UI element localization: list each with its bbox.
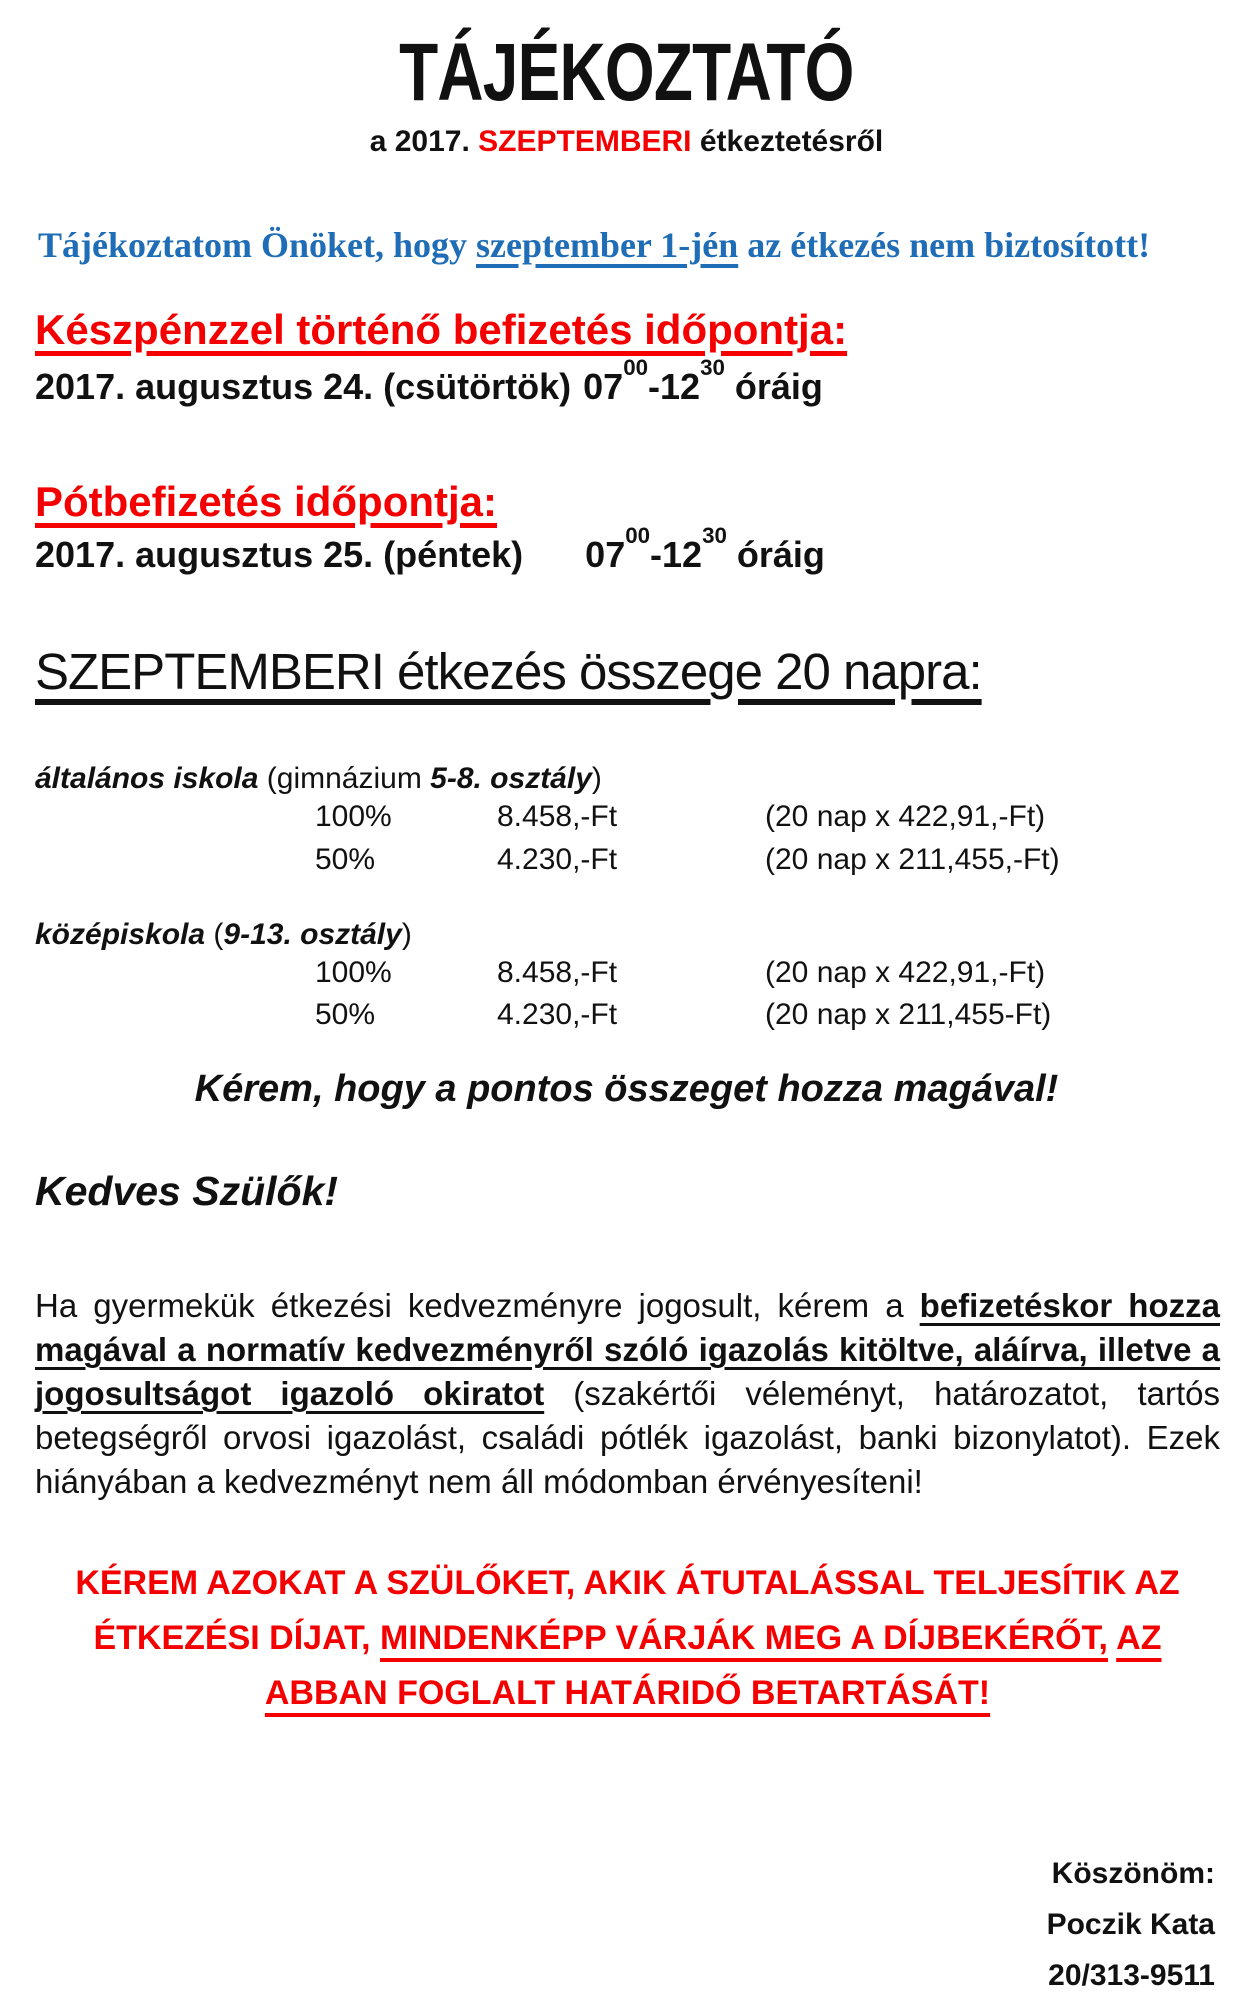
school-paren-suffix: ) — [401, 918, 412, 951]
body-bold-underlined: befizetéskor hozza magával a normatív kedvezményről szóló igazolás kitöltve, aláírva, illetve a jogosultságot igazoló okiratot — [35, 1287, 1220, 1412]
late-time-suffix: óráig — [726, 534, 825, 575]
price-amount: 4.230,-Ft — [497, 843, 618, 876]
cash-time-suffix: óráig — [724, 366, 823, 407]
signature-phone: 20/313-9511 — [1048, 1959, 1215, 1992]
price-row — [0, 843, 1253, 877]
late-payment-date: 2017. augusztus 25. (péntek) — [35, 534, 524, 575]
signature-name: Poczik Kata — [1046, 1908, 1215, 1941]
school-grades: 5-8. osztály — [430, 762, 592, 795]
signature-block — [1047, 1848, 1215, 1997]
price-row — [0, 800, 1253, 834]
subtitle-prefix: a 2017. — [369, 125, 479, 158]
price-amount: 8.458,-Ft — [497, 956, 618, 989]
blue-notice-before: Tájékoztatom Önöket, hogy — [38, 225, 476, 265]
warning-underlined-2: AZ ABBAN FOGLALT HATÁRIDŐ BETARTÁSÁT! — [264, 1619, 1162, 1712]
school-block-label-elementary — [35, 762, 602, 796]
exact-amount-note: Kérem, hogy a pontos összeget hozza magával! — [194, 1068, 1059, 1110]
school-name: középiskola — [35, 918, 206, 951]
document-title-text: TÁJÉKOZTATÓ — [399, 27, 854, 118]
price-percent: 50% — [315, 998, 376, 1031]
cash-payment-date: 2017. augusztus 24. (csütörtök) — [35, 366, 572, 407]
cash-time-end-sup: 30 — [700, 354, 725, 380]
warning-normal-1: KÉREM AZOKAT A SZÜLŐKET, AKIK ÁTUTALÁSSAL TELJESÍTIK AZ ÉTKEZÉSI DÍJAT, — [75, 1564, 1180, 1657]
cash-payment-heading: Készpénzzel történő befizetés időpontja: — [35, 306, 848, 353]
body-normal-1: Ha gyermekük étkezési kedvezményre jogosult, kérem a — [35, 1287, 920, 1324]
section-heading: SZEPTEMBERI étkezés összege 20 napra: — [35, 643, 982, 700]
school-paren-prefix: (gimnázium — [258, 762, 431, 795]
school-grades: 9-13. osztály — [223, 918, 402, 951]
price-calculation: (20 nap x 422,91,-Ft) — [765, 956, 1046, 989]
document-title — [0, 27, 1253, 118]
salutation: Kedves Szülők! — [35, 1168, 339, 1214]
blue-notice-line — [38, 224, 1245, 266]
school-block-label-highschool — [35, 918, 412, 952]
late-time-start-sup: 00 — [625, 522, 651, 548]
price-calculation: (20 nap x 422,91,-Ft) — [765, 800, 1046, 833]
late-time-start: 07 — [585, 534, 626, 575]
price-row — [0, 956, 1253, 990]
warning-underlined-1: MINDENKÉPP VÁRJÁK MEG A DÍJBEKÉRŐT, — [380, 1619, 1108, 1657]
late-time-end-sup: 30 — [702, 522, 727, 548]
body-paragraph — [35, 1284, 1220, 1504]
subtitle-suffix: étkeztetésről — [691, 125, 884, 158]
price-percent: 100% — [315, 956, 392, 989]
cash-time-start: 07 — [583, 366, 624, 407]
subtitle-month-highlight: SZEPTEMBERI — [478, 125, 692, 158]
price-row — [0, 998, 1253, 1032]
transfer-warning — [30, 1556, 1225, 1721]
cash-time-start-sup: 00 — [623, 354, 649, 380]
blue-notice-underlined-date: szeptember 1-jén — [475, 225, 739, 265]
school-paren-prefix: ( — [205, 918, 224, 951]
price-calculation: (20 nap x 211,455,-Ft) — [765, 843, 1060, 876]
document-subtitle — [0, 125, 1253, 159]
price-percent: 100% — [315, 800, 392, 833]
cash-payment-date-line — [35, 354, 823, 408]
price-calculation: (20 nap x 211,455-Ft) — [765, 998, 1052, 1031]
body-normal-2: (szakértői véleményt, határozatot, tartós betegségről orvosi igazolást, családi pótlék igazolást, banki bizonylatot). Ezek hiányában a kedvezményt nem áll módomban érvényesíteni! — [35, 1375, 1220, 1500]
cash-time-dash-end: -12 — [648, 366, 701, 407]
price-amount: 4.230,-Ft — [497, 998, 618, 1031]
blue-notice-after: az étkezés nem biztosított! — [738, 225, 1151, 265]
school-name: általános iskola — [35, 762, 259, 795]
price-percent: 50% — [315, 843, 376, 876]
warning-separator — [1108, 1619, 1116, 1657]
late-payment-date-line — [35, 522, 825, 576]
signature-thanks: Köszönöm: — [1051, 1857, 1215, 1890]
price-amount: 8.458,-Ft — [497, 800, 618, 833]
late-time-dash-end: -12 — [650, 534, 703, 575]
school-paren-suffix: ) — [591, 762, 602, 795]
late-payment-heading: Pótbefizetés időpontja: — [35, 478, 497, 525]
